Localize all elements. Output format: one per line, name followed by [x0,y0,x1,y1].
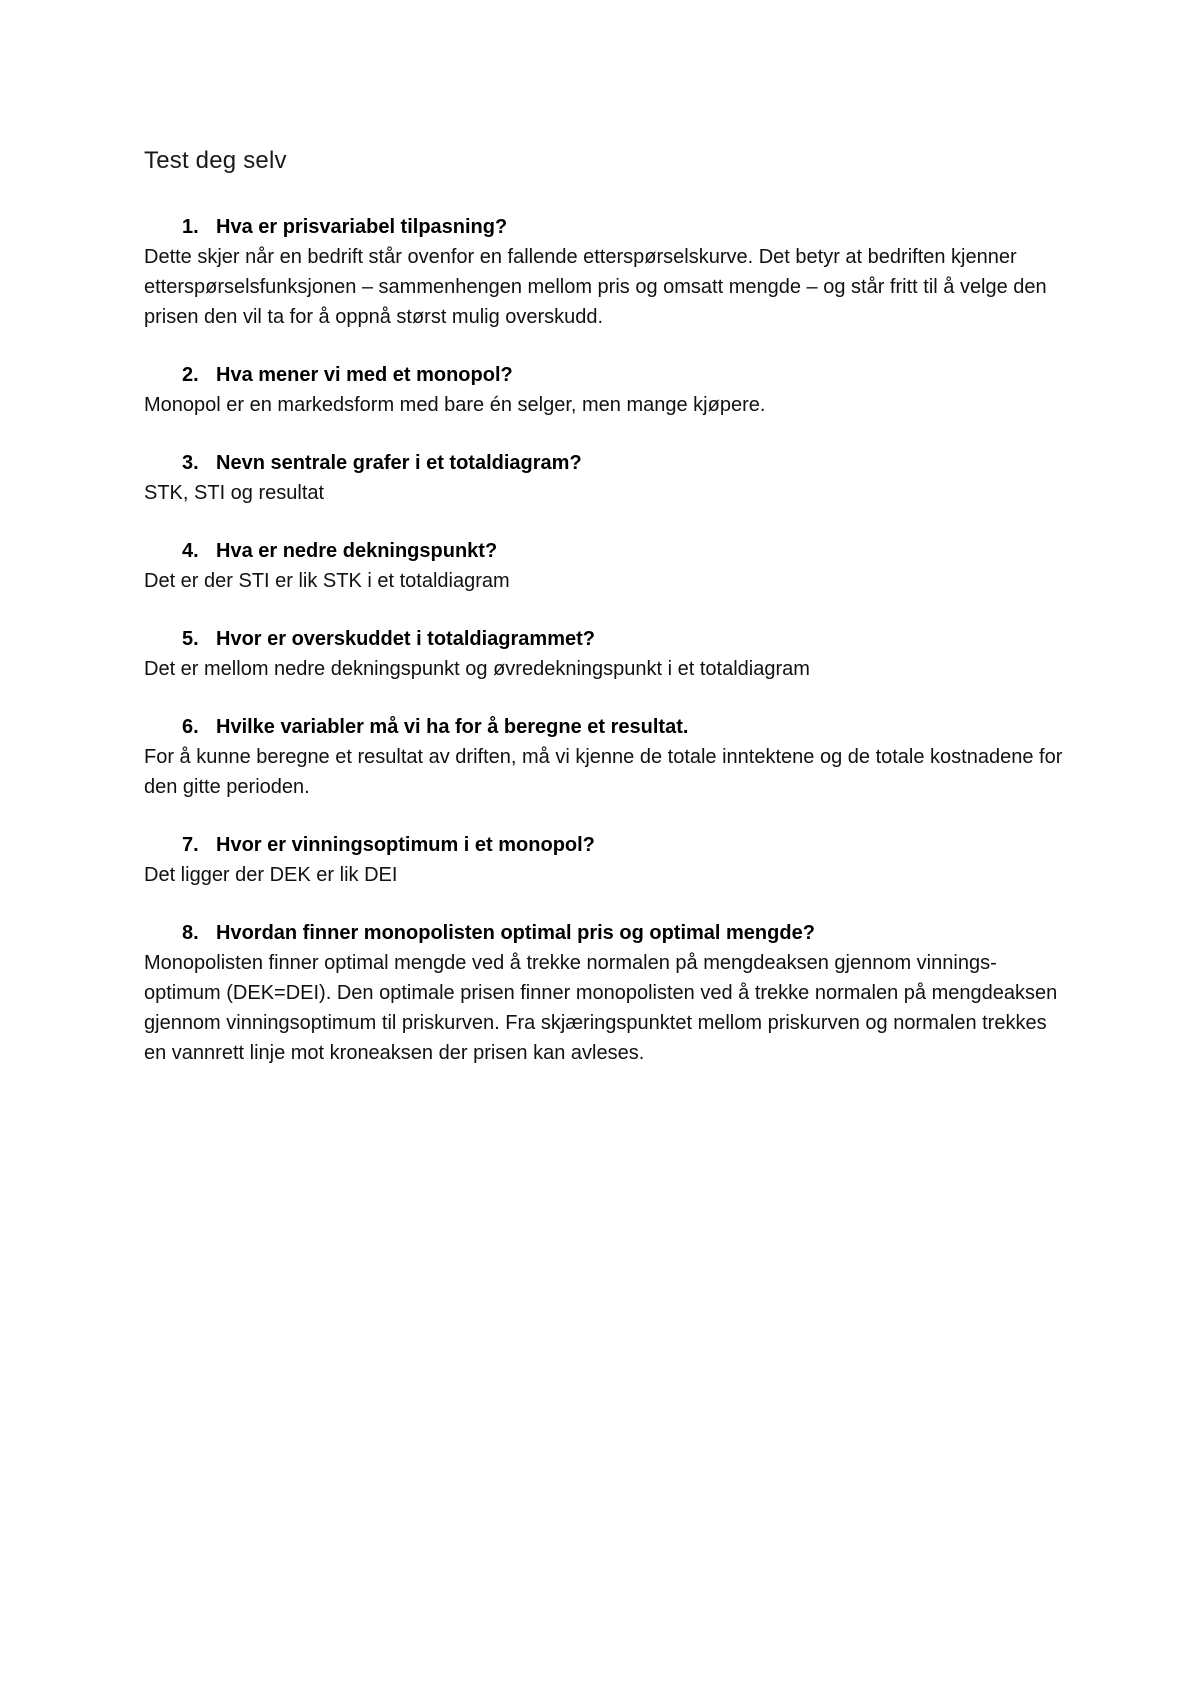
question-number: 3. [182,452,199,474]
question-text: Hva mener vi med et monopol? [216,364,513,386]
qa-item-1 [144,212,1064,332]
answer-5: Det er mellom nedre dekningspunkt og øvredekningspunkt i et totaldiagram [144,658,810,680]
question-number: 5. [182,628,199,650]
question-2 [144,360,1064,390]
qa-item-8 [144,918,1064,1068]
answer-1: Dette skjer når en bedrift står ovenfor en fallende etterspørselskurve. Det betyr at bedriften kjenner etterspørselsfunksjonen – sammenhengen mellom pris og omsatt mengde – og står fritt til å velge den prisen den vil ta for å oppnå størst mulig overskudd. [144,246,1047,328]
question-text: Hvor er overskuddet i totaldiagrammet? [216,628,595,650]
question-6 [144,712,1064,742]
question-text: Hvordan finner monopolisten optimal pris og optimal mengde? [216,922,815,944]
question-7 [144,830,1064,860]
question-text: Hva er prisvariabel tilpasning? [216,216,508,238]
answer-3: STK, STI og resultat [144,482,325,504]
qa-item-5 [144,624,1064,684]
answer-2: Monopol er en markedsform med bare én selger, men mange kjøpere. [144,394,766,416]
qa-item-6 [144,712,1064,802]
question-1 [144,212,1064,242]
qa-item-7 [144,830,1064,890]
answer-4: Det er der STI er lik STK i et totaldiagram [144,570,510,592]
question-text: Hvor er vinningsoptimum i et monopol? [216,834,595,856]
question-8 [144,918,1064,948]
question-number: 4. [182,540,199,562]
question-text: Hvilke variabler må vi ha for å beregne et resultat. [216,716,689,738]
question-number: 1. [182,216,199,238]
question-number: 8. [182,922,199,944]
question-text: Hva er nedre dekningspunkt? [216,540,498,562]
question-number: 6. [182,716,199,738]
qa-item-2 [144,360,1064,420]
question-5 [144,624,1064,654]
question-4 [144,536,1064,566]
answer-7: Det ligger der DEK er lik DEI [144,864,398,886]
document-title: Test deg selv [144,147,287,174]
document-body [144,146,1064,1096]
question-text: Nevn sentrale grafer i et totaldiagram? [216,452,582,474]
question-number: 2. [182,364,199,386]
qa-item-3 [144,448,1064,508]
answer-6: For å kunne beregne et resultat av driften, må vi kjenne de totale inntektene og de totale kostnadene for den gitte perioden. [144,746,1063,798]
question-3 [144,448,1064,478]
answer-8: Monopolisten finner optimal mengde ved å trekke normalen på mengdeaksen gjennom vinnings- optimum (DEK=DEI). Den optimale prisen finner monopolisten ved å trekke normalen på mengdeaksen gjennom vinningsoptimum til priskurven. Fra skjæringspunktet mellom priskurven og normalen trekkes en vannrett linje mot kroneaksen der prisen kan avleses. [144,952,1058,1064]
question-number: 7. [182,834,199,856]
qa-item-4 [144,536,1064,596]
